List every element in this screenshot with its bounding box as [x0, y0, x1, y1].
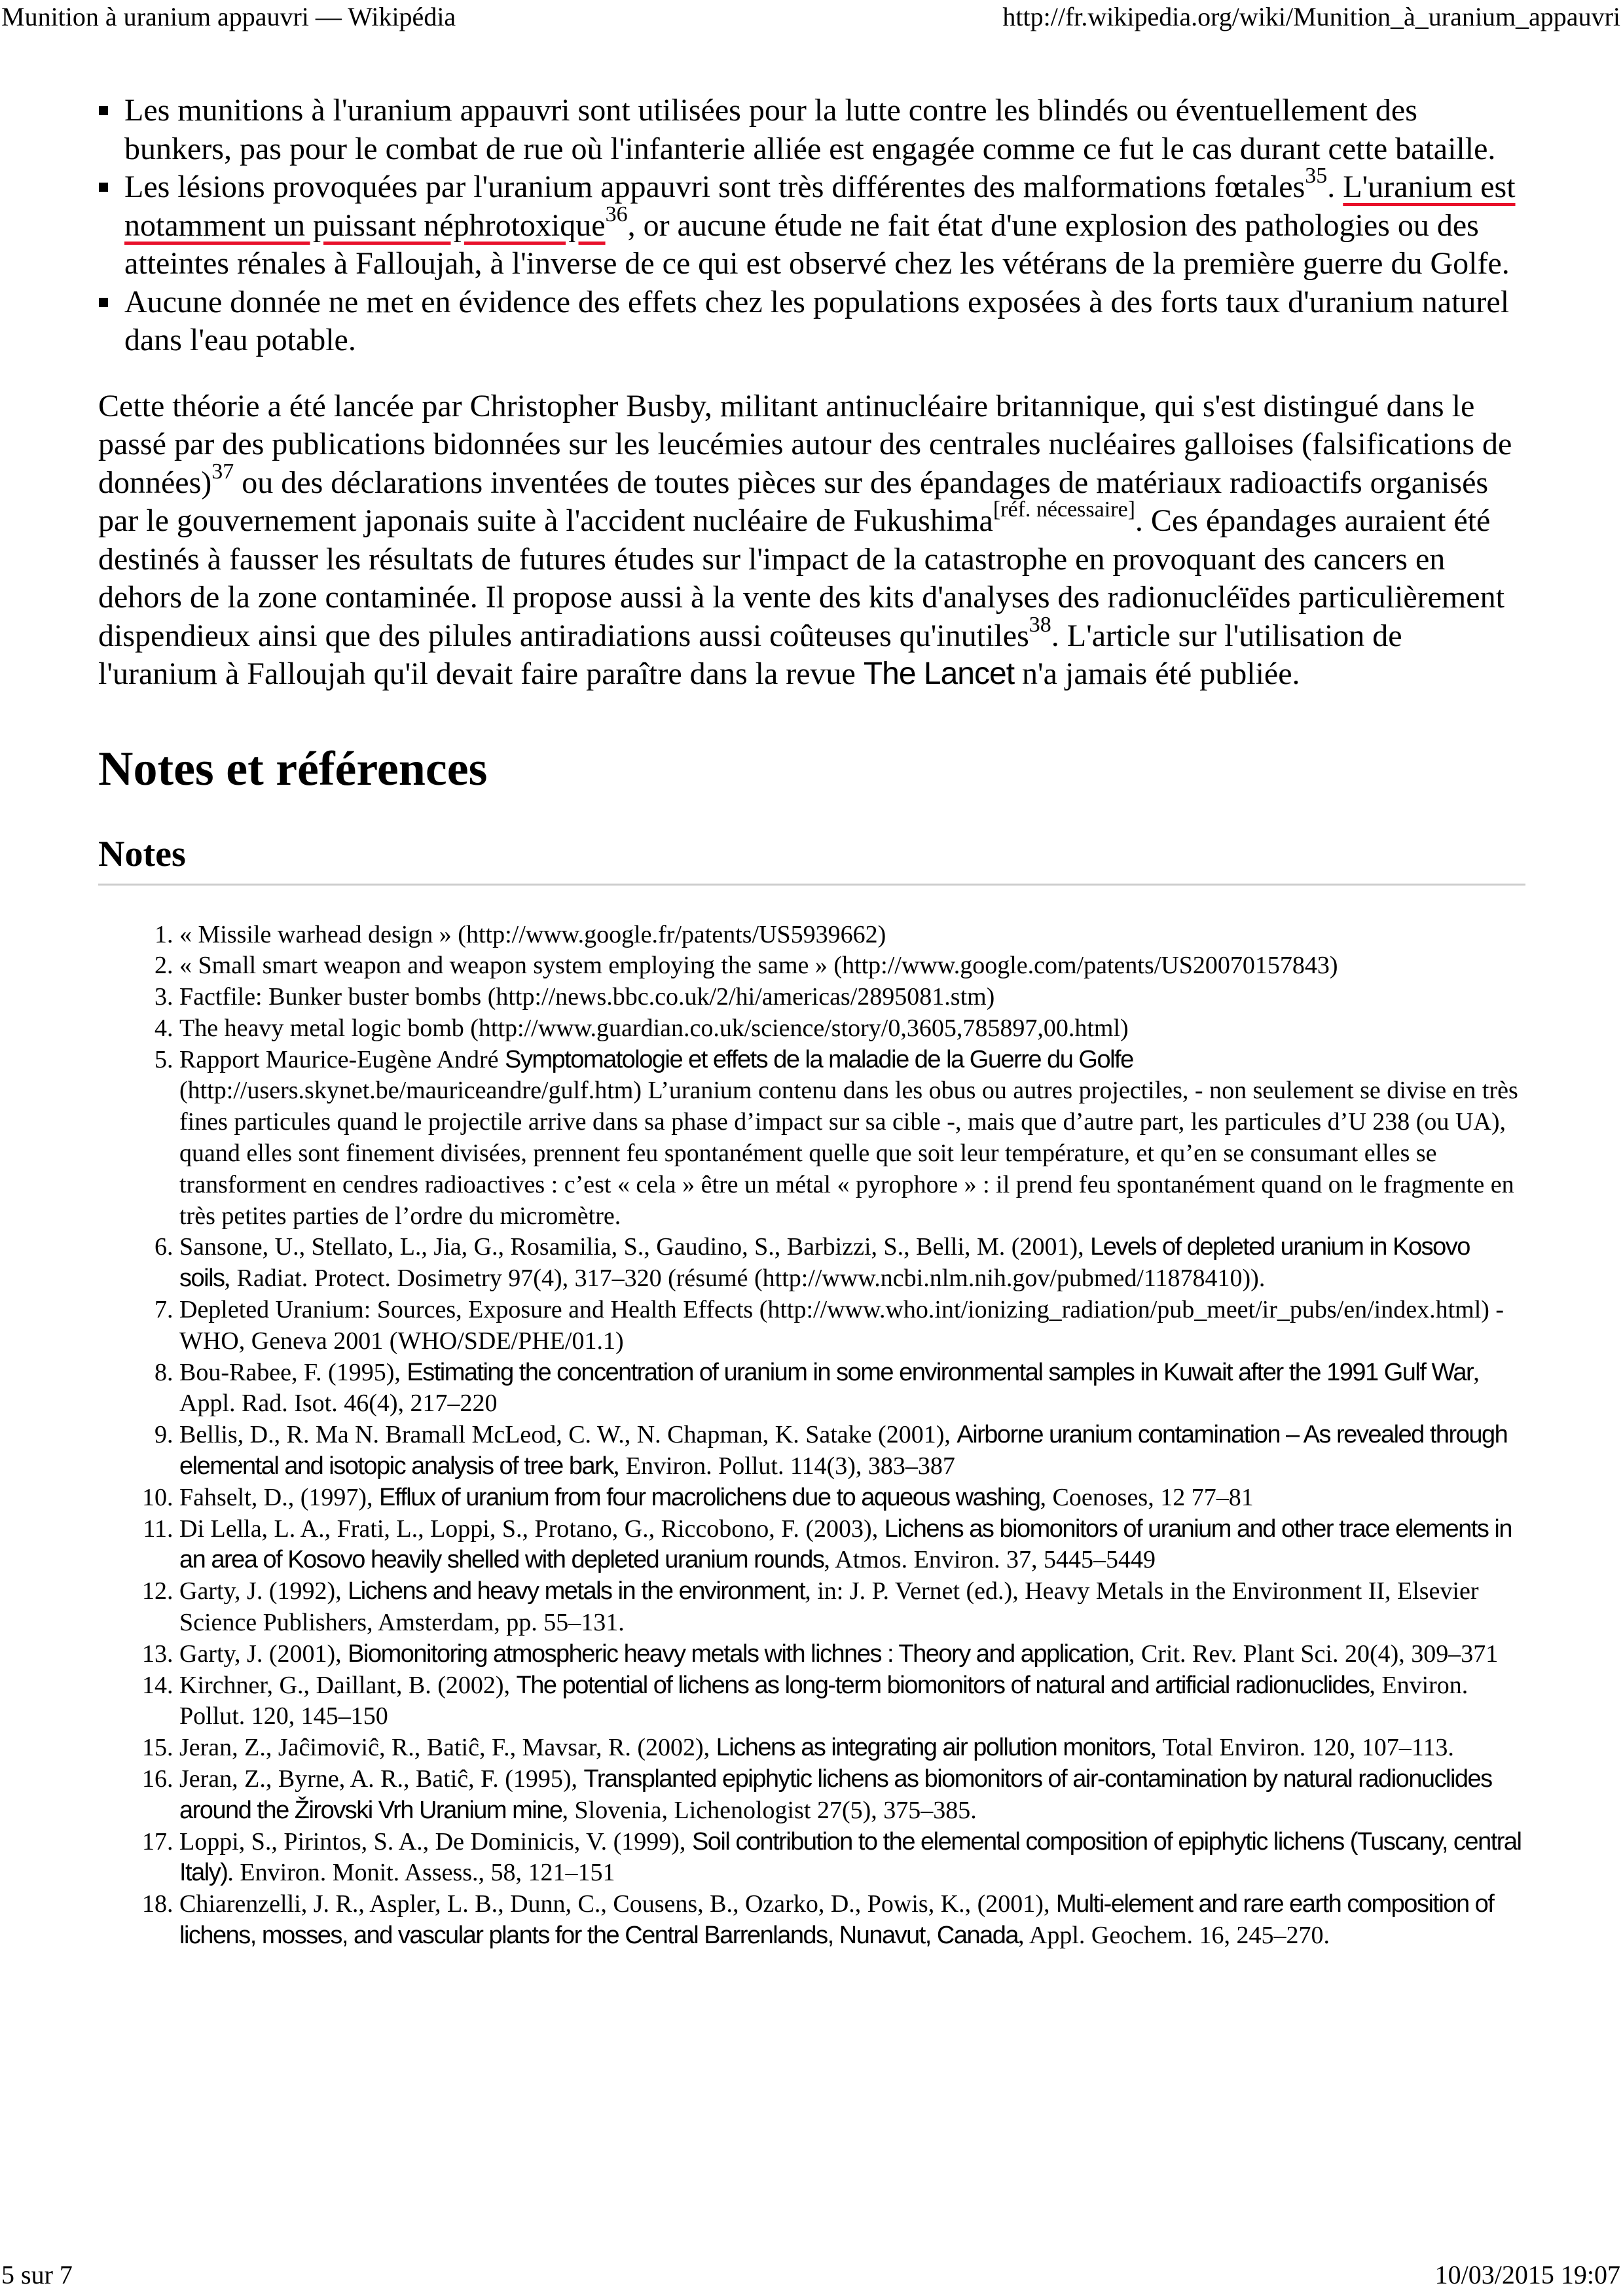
note-text: , Slovenia, Lichenologist 27(5), 375–385.: [562, 1796, 977, 1824]
note-text: Factfile: Bunker buster bombs (http://news.bbc.co.uk/2/hi/americas/2895081.stm): [179, 983, 995, 1011]
print-header: [0, 0, 1623, 39]
reference-link-36[interactable]: 36: [605, 202, 628, 226]
note-text: « Missile warhead design » (http://www.google.fr/patents/US5939662): [179, 920, 886, 948]
list-item: Les munitions à l'uranium appauvri sont utilisées pour la lutte contre les blindés ou éventuellement des bunkers, pas pour le combat de rue où l'infanterie alliée est engagée comme ce fut le cas durant cette bataille.: [124, 92, 1525, 168]
note-item: [179, 1670, 1525, 1733]
note-text: Chiarenzelli, J. R., Aspler, L. B., Dunn, C., Cousens, B., Ozarko, D., Powis, K., (2001),: [179, 1890, 1056, 1918]
note-title: Estimating the concentration of uranium in some environmental samples in Kuwait after the 1991 Gulf War: [407, 1358, 1474, 1386]
note-title: Lichens and heavy metals in the environment: [348, 1577, 805, 1605]
list-item: Aucune donnée ne met en évidence des effets chez les populations exposées à des forts taux d'uranium naturel dans l'eau potable.: [124, 283, 1525, 360]
note-text: Depleted Uranium: Sources, Exposure and Health Effects (http://www.who.int/ionizing_radiation/pub_meet/ir_pubs/en/index.html) - WHO, Geneva 2001 (WHO/SDE/PHE/01.1): [179, 1296, 1504, 1355]
note-text: Jeran, Z., Jaĉimoviĉ, R., Batiĉ, F., Mavsar, R. (2002),: [179, 1734, 716, 1762]
note-title: Multi-element and rare earth composition of lichens, mosses, and vascular plants for the Central Barrenlands, Nunavut, Canada: [179, 1890, 1494, 1949]
note-text: Garty, J. (1992),: [179, 1577, 348, 1605]
note-item: [179, 1576, 1525, 1639]
print-datetime: 10/03/2015 19:07: [1434, 2260, 1620, 2289]
page-number: 5 sur 7: [1, 2260, 73, 2289]
note-text: Jeran, Z., Byrne, A. R., Batiĉ, F. (1995),: [179, 1765, 584, 1793]
reference-link-37[interactable]: 37: [211, 459, 234, 484]
note-title: Lichens as biomonitors of uranium and other trace elements in an area of Kosovo heavily shelled with depleted uranium rounds: [179, 1515, 1512, 1574]
highlighted-underline: L'uranium est notamment un puissant néphrotoxique: [124, 170, 1516, 243]
note-item: [179, 950, 1525, 982]
note-item: [179, 920, 1525, 951]
note-title: Soil contribution to the elemental composition of epiphytic lichens (Tuscany, central Italy): [179, 1827, 1522, 1887]
print-footer: [0, 2258, 1623, 2296]
section-heading-notes-references: Notes et références: [98, 742, 488, 796]
note-text: « Small smart weapon and weapon system employing the same » (http://www.google.com/patents/US20070157843): [179, 952, 1338, 980]
bullet-square-icon: [99, 298, 108, 307]
note-text: Kirchner, G., Daillant, B. (2002),: [179, 1671, 517, 1699]
reference-link-38[interactable]: 38: [1029, 612, 1051, 637]
page-title: Munition à uranium appauvri — Wikipédia: [1, 2, 456, 31]
note-title: The potential of lichens as long-term biomonitors of natural and artificial radionuclides: [516, 1671, 1370, 1699]
list-item: Les lésions provoquées par l'uranium appauvri sont très différentes des malformations fœtales$^{35}$. L'uranium est notamment un puissant néphrotoxique$^{36}$, or aucune étude ne fait état d'une explosion des pathologies ou des atteintes rénales à Falloujah, à l'inverse de ce qui est observé chez les vétérans de la première guerre du Golfe.: [124, 168, 1525, 283]
note-item: [179, 1420, 1525, 1482]
note-text: , Coenoses, 12 77–81: [1040, 1483, 1254, 1511]
subsection-heading-notes: Notes: [98, 830, 1525, 886]
note-title: Transplanted epiphytic lichens as biomonitors of air-contamination by natural radionuclides around the Žirovski Vrh Uranium mine: [179, 1765, 1492, 1824]
note-item: [179, 1514, 1525, 1577]
note-title: Biomonitoring atmospheric heavy metals with lichnes : Theory and application: [348, 1640, 1129, 1668]
note-text: The heavy metal logic bomb (http://www.guardian.co.uk/science/story/0,3605,785897,00.html): [179, 1014, 1129, 1042]
note-text: , Total Environ. 120, 107–113.: [1150, 1734, 1454, 1762]
note-item: [179, 1357, 1525, 1420]
note-text: Loppi, S., Pirintos, S. A., De Dominicis, V. (1999),: [179, 1827, 692, 1856]
note-text: , Atmos. Environ. 37, 5445–5449: [824, 1546, 1156, 1574]
note-text: , Appl. Geochem. 16, 245–270.: [1018, 1922, 1330, 1949]
note-item: [179, 1045, 1525, 1232]
note-item: [179, 1295, 1525, 1357]
note-text: , Environ. Pollut. 120, 145–150: [179, 1671, 1468, 1731]
busby-paragraph: Cette théorie a été lancée par Christopher Busby, militant antinucléaire britannique, qui s'est distingué dans le passé par des publications bidonnées sur les leucémies autour des centrales nucléaires galloises (falsifications de données)$^{37}$ ou des déclarations inventées de toutes pièces sur des épandages de matériaux radioactifs organisés par le gouvernement japonais suite à l'accident nucléaire de Fukushima[réf. nécessaire]. Ces épandages auraient été destinés à fausser les résultats de futures études sur l'impact de la catastrophe en provoquant des cancers en dehors de la zone contaminée. Il propose aussi à la vente des kits d'analyses des radionucléïdes particulièrement dispendieux ainsi que des pilules antiradiations aussi coûteuses qu'inutiles$^{38}$. L'article sur l'utilisation de l'uranium à Falloujah qu'il devait faire paraître dans la revue The Lancet n'a jamais été publiée.: [98, 388, 1512, 691]
note-title: Symptomatologie et effets de la maladie de la Guerre du Golfe: [505, 1045, 1133, 1073]
note-text: , Environ. Pollut. 114(3), 383–387: [613, 1452, 955, 1480]
note-text: Garty, J. (2001),: [179, 1640, 348, 1668]
note-title: Lichens as integrating air pollution monitors: [716, 1734, 1151, 1762]
note-text: , in: J. P. Vernet (ed.), Heavy Metals in the Environment II, Elsevier Science Publishers, Amsterdam, pp. 55–131.: [179, 1577, 1479, 1637]
note-text: , Appl. Rad. Isot. 46(4), 217–220: [179, 1358, 1480, 1418]
note-text: Fahselt, D., (1997),: [179, 1483, 380, 1511]
note-text: , Crit. Rev. Plant Sci. 20(4), 309–371: [1128, 1640, 1499, 1668]
note-item: [179, 1827, 1525, 1890]
reference-link-35[interactable]: 35: [1305, 164, 1328, 188]
note-item: [179, 982, 1525, 1013]
journal-name: The Lancet: [863, 656, 1015, 691]
note-text: Rapport Maurice-Eugène André: [179, 1045, 505, 1073]
note-item: [179, 1232, 1525, 1295]
note-item: [179, 1639, 1525, 1670]
note-title: Levels of depleted uranium in Kosovo soils: [179, 1233, 1470, 1293]
bullet-list: [98, 92, 1525, 360]
bullet-square-icon: [99, 106, 108, 115]
note-text: Sansone, U., Stellato, L., Jia, G., Rosamilia, S., Gaudino, S., Barbizzi, S., Belli, M. (2001),: [179, 1233, 1091, 1261]
note-text: (http://users.skynet.be/mauriceandre/gulf.htm) L’uranium contenu dans les obus ou autres projectiles, - non seulement se divise en très fines particules quand le projectile arrive dans sa phase d’impact sur sa cible -, mais que d’autre part, les particules d’U 238 (ou UA), quand elles sont finement divisées, prennent feu spontanément quelle que soit leur température, et qu’en se consumant elles se transforment en cendres radioactives : c’est « cela » être un métal « pyrophore » : il prend feu spontanément quand on le fragmente en très petites parties de l’ordre du micromètre.: [179, 1077, 1518, 1230]
note-item: [179, 1889, 1525, 1952]
citation-needed-link[interactable]: [réf. nécessaire]: [993, 497, 1135, 522]
note-text: Bou-Rabee, F. (1995),: [179, 1358, 407, 1386]
bullet-square-icon: [99, 183, 108, 192]
note-text: Bellis, D., R. Ma N. Bramall McLeod, C. W., N. Chapman, K. Satake (2001),: [179, 1421, 957, 1449]
note-title: Efflux of uranium from four macrolichens due to aqueous washing: [379, 1483, 1040, 1511]
note-text: , Radiat. Protect. Dosimetry 97(4), 317–320 (résumé (http://www.ncbi.nlm.nih.gov/pubmed/11878410)).: [224, 1265, 1266, 1293]
note-title: Airborne uranium contamination – As revealed through elemental and isotopic analysis of tree bark: [179, 1421, 1508, 1480]
note-item: [179, 1482, 1525, 1514]
notes-list: [98, 920, 1525, 1952]
note-item: [179, 1013, 1525, 1045]
note-text: . Environ. Monit. Assess., 58, 121–151: [227, 1859, 615, 1887]
article-content: [98, 92, 1525, 1952]
note-text: Di Lella, L. A., Frati, L., Loppi, S., Protano, G., Riccobono, F. (2003),: [179, 1515, 884, 1543]
page-url: http://fr.wikipedia.org/wiki/Munition_à_uranium_appauvri: [1002, 2, 1620, 31]
note-item: [179, 1764, 1525, 1827]
note-item: [179, 1732, 1525, 1764]
